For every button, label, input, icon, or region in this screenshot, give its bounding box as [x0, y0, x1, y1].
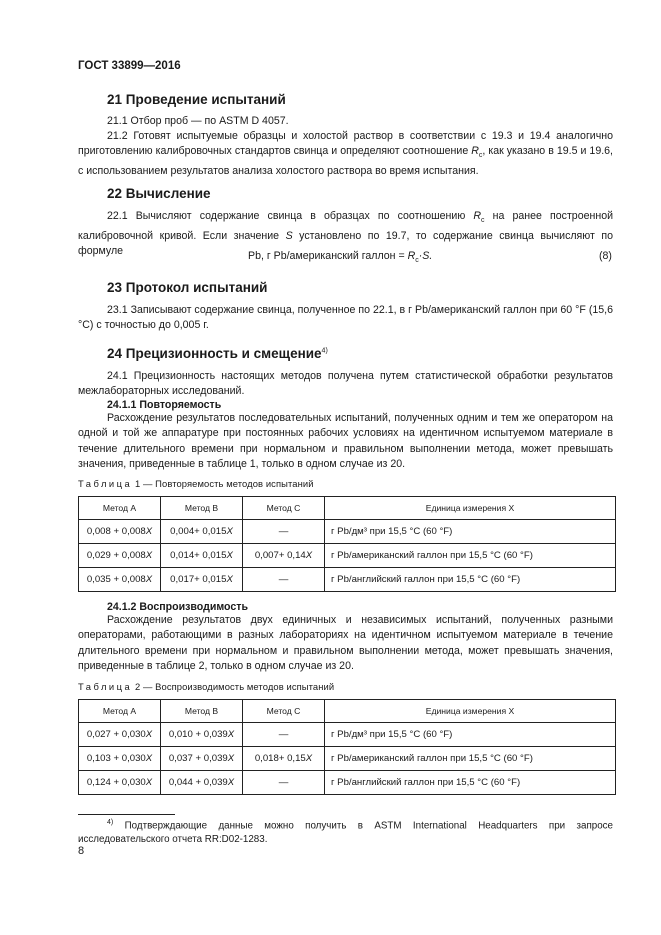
table-1-caption-word: Таблица: [78, 478, 133, 489]
table-cell: 0,035 + 0,008X: [79, 568, 161, 592]
formula-number: (8): [599, 250, 612, 262]
section-24-title: [107, 346, 328, 361]
section-21-paragraph-2: [78, 129, 613, 179]
page-number: 8: [78, 845, 85, 857]
table-row: [79, 544, 616, 568]
table-header-cell: Единица измерения X: [325, 700, 616, 723]
subsection-24-1-2-title: 24.1.2 Воспроизводимость: [107, 601, 248, 613]
table-header-cell: Метод А: [79, 700, 161, 723]
table-cell: г Pb/английский галлон при 15,5 °C (60 °F): [325, 568, 616, 592]
section-23-paragraph-1: 23.1 Записывают содержание свинца, полученное по 22.1, в г Pb/американский галлон при 60 °F (15,6 °C) с точностью до 0,005 г.: [78, 304, 613, 332]
table-cell: —: [243, 568, 325, 592]
section-21-paragraph-1: [78, 114, 613, 129]
subsection-24-1-1-paragraph: Расхождение результатов последовательных испытаний, полученных одним и тем же оператором на одной и той же аппаратуре при постоянных рабочих условиях на идентичном испытуемом материале в течение длительного времени при нормальном и правильном выполнении метода, может превышать значения, приведенные в таблице 1, только в одном случае из 20.: [78, 412, 613, 471]
subsection-24-1-1-title: 24.1.1 Повторяемость: [107, 399, 222, 411]
subsection-24-1-2-paragraph: Расхождение результатов двух единичных и независимых испытаний, полученных разными операторами, работающими в разных лабораториях на идентичном испытуемом материале в течение длительного времени при нормальном и правильном выполнении метода, может превышать значения, приведенные в таблице 2, только в одном случае из 20.: [78, 614, 613, 673]
section-22-title: 22 Вычисление: [107, 186, 211, 201]
section-23-title: 23 Протокол испытаний: [107, 280, 268, 295]
table-2-header-row: [79, 700, 616, 723]
table-cell: г Pb/американский галлон при 15,5 °C (60 °F): [325, 747, 616, 771]
table-cell: 0,037 + 0,039X: [161, 747, 243, 771]
formula-left: Pb, г Pb/американский галлон =: [248, 250, 408, 262]
table-cell: г Pb/дм³ при 15,5 °C (60 °F): [325, 723, 616, 747]
table-row: [79, 520, 616, 544]
rc-symbol: R: [471, 145, 479, 158]
footnote-ref: 4): [321, 347, 328, 355]
table-header-cell: Метод С: [243, 700, 325, 723]
table-row: [79, 771, 616, 795]
footnote: [78, 816, 613, 847]
table-cell: 0,027 + 0,030X: [79, 723, 161, 747]
rc-subscript: c: [481, 217, 485, 225]
section-21-title: 21 Проведение испытаний: [107, 92, 286, 107]
s-symbol: S: [285, 229, 293, 242]
para-21-2-text-b: , как указано в 19.5 и 19.6, с использованием результатов анализа холостого раствора во время испытания.: [78, 145, 613, 177]
footnote-separator: [78, 814, 175, 815]
document-header: ГОСТ 33899—2016: [78, 60, 181, 72]
table-cell: 0,029 + 0,008X: [79, 544, 161, 568]
table-cell: 0,103 + 0,030X: [79, 747, 161, 771]
table-row: [79, 723, 616, 747]
table-row: [79, 568, 616, 592]
table-1-caption-text: 1 — Повторяемость методов испытаний: [132, 478, 314, 489]
table-1-caption: [78, 478, 314, 489]
table-header-cell: Метод А: [79, 497, 161, 520]
table-cell: —: [243, 723, 325, 747]
table-cell: 0,014+ 0,015X: [161, 544, 243, 568]
footnote-mark: 4): [107, 819, 114, 826]
rc-symbol: R: [473, 210, 482, 222]
table-cell: г Pb/дм³ при 15,5 °C (60 °F): [325, 520, 616, 544]
formula-right: ·S.: [418, 250, 433, 262]
para-22-1-text-b: на ранее построенной калибровочной кривой. Если значение: [78, 210, 613, 242]
table-header-cell: Метод С: [243, 497, 325, 520]
table-2: [78, 699, 616, 795]
table-cell: 0,008 + 0,008X: [79, 520, 161, 544]
section-24-title-text: 24 Прецизионность и смещение: [107, 346, 322, 361]
table-cell: 0,010 + 0,039X: [161, 723, 243, 747]
rc-subscript: c: [478, 152, 483, 160]
table-header-cell: Метод В: [161, 700, 243, 723]
rc-symbol: R: [407, 250, 416, 262]
para-22-1-text-a: 22.1 Вычисляют содержание свинца в образцах по соотношению: [107, 210, 474, 222]
table-cell: 0,007+ 0,14X: [243, 544, 325, 568]
table-cell: 0,018+ 0,15X: [243, 747, 325, 771]
footnote-text: Подтверждающие данные можно получить в ASTM International Headquarters при запросе исследовательского отчета RR:D02-1283.: [78, 820, 613, 846]
table-2-caption: [78, 681, 334, 692]
para-21-2-text-a: 21.2 Готовят испытуемые образцы и холостой раствор в соответствии с 19.3 и 19.4 аналогично приготовлению калибровочных стандартов свинца и определяют соотношение: [78, 130, 613, 158]
table-header-cell: Единица измерения X: [325, 497, 616, 520]
table-cell: 0,017+ 0,015X: [161, 568, 243, 592]
table-2-caption-text: 2 — Воспроизводимость методов испытаний: [132, 681, 335, 692]
table-1-header-row: [79, 497, 616, 520]
para-22-1-text-c: установлено по 19.7, то содержание свинца вычисляют по формуле: [78, 229, 613, 257]
table-row: [79, 747, 616, 771]
table-cell: —: [243, 771, 325, 795]
table-1: [78, 496, 616, 592]
table-header-cell: Метод В: [161, 497, 243, 520]
section-24-paragraph-1: 24.1 Прецизионность настоящих методов получена путем статистической обработки результатов межлабораторных исследований.: [78, 370, 613, 398]
table-cell: 0,124 + 0,030X: [79, 771, 161, 795]
table-2-caption-word: Таблица: [78, 681, 133, 692]
table-cell: 0,044 + 0,039X: [161, 771, 243, 795]
table-cell: г Pb/американский галлон при 15,5 °C (60 °F): [325, 544, 616, 568]
table-cell: 0,004+ 0,015X: [161, 520, 243, 544]
formula-8: [248, 250, 432, 264]
table-cell: г Pb/английский галлон при 15,5 °C (60 °F): [325, 771, 616, 795]
para-21-1-text: 21.1 Отбор проб — по ASTM D 4057.: [107, 115, 289, 127]
table-cell: —: [243, 520, 325, 544]
rc-subscript: c: [415, 257, 419, 265]
